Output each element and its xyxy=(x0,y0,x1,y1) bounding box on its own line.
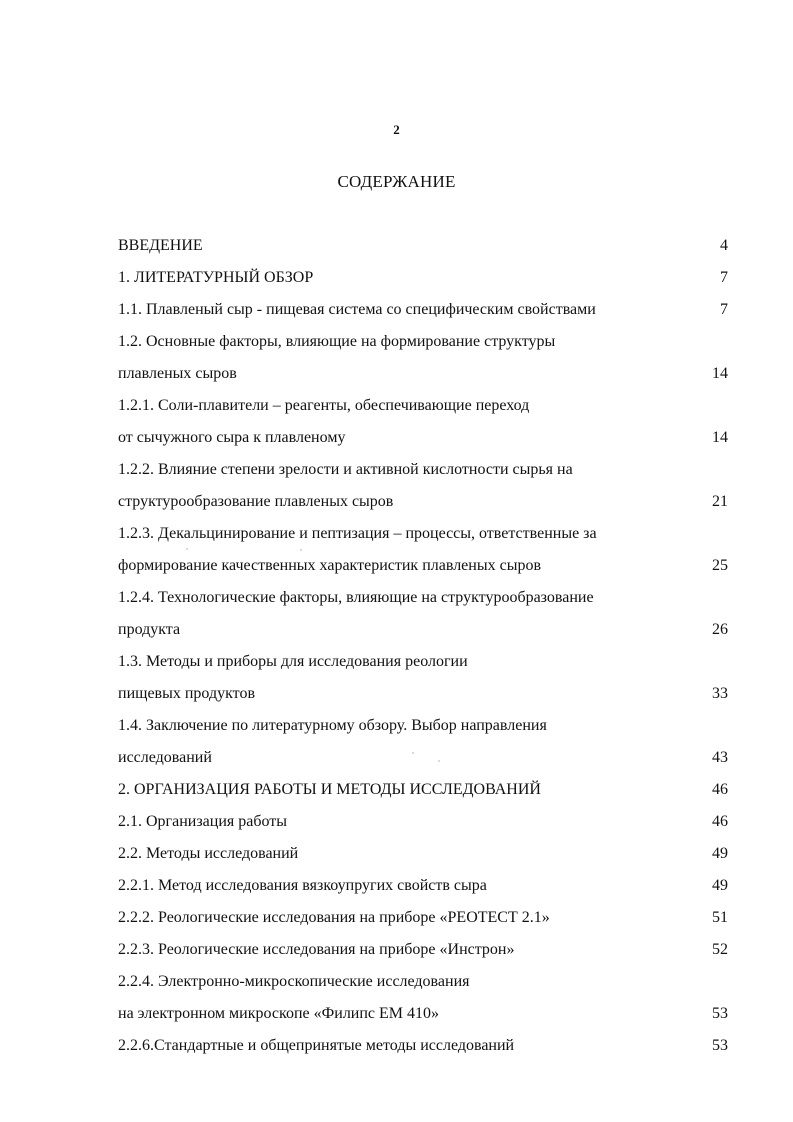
toc-entry-page: 53 xyxy=(712,1005,728,1022)
toc-entry-text: 1.2. Основные факторы, влияющие на формирование структуры xyxy=(118,333,556,350)
toc-entry xyxy=(118,550,728,582)
toc-entry-text: 2.2.6.Стандартные и общепринятые методы исследований xyxy=(118,1037,515,1054)
toc-entry-page: 53 xyxy=(712,1037,728,1054)
toc-entry xyxy=(118,230,728,262)
toc-entry xyxy=(118,806,728,838)
toc-entry xyxy=(118,614,728,646)
toc-entry-text: 1.2.2. Влияние степени зрелости и активной кислотности сырья на xyxy=(118,461,573,478)
toc-entry xyxy=(118,582,728,614)
toc-entry-page: 49 xyxy=(712,845,728,862)
toc-entry xyxy=(118,934,728,966)
toc-entry-text: 2.2. Методы исследований xyxy=(118,845,299,862)
toc-entry-text: 2.1. Организация работы xyxy=(118,813,288,830)
toc-entry-page: 46 xyxy=(712,781,728,798)
toc-entry-text: 2.2.3. Реологические исследования на приборе «Инстрон» xyxy=(118,941,515,958)
toc-entry xyxy=(118,262,728,294)
toc-entry xyxy=(118,518,728,550)
toc-entry xyxy=(118,870,728,902)
scan-speck xyxy=(438,760,440,762)
toc-entry-page: 33 xyxy=(712,685,728,702)
toc-entry-text: 1. ЛИТЕРАТУРНЫЙ ОБЗОР xyxy=(118,269,314,286)
toc-entry-text: 2.2.4. Электронно-микроскопические исследования xyxy=(118,973,470,990)
toc-entry-text: формирование качественных характеристик плавленых сыров xyxy=(118,557,541,574)
toc-entry-page: 21 xyxy=(712,493,728,510)
toc-entry-text: продукта xyxy=(118,621,181,638)
toc-entry-text: структурообразование плавленых сыров xyxy=(118,493,394,510)
toc-entry-page: 46 xyxy=(712,813,728,830)
toc-entry-page: 7 xyxy=(720,269,728,286)
toc-entry-text: 1.1. Плавленый сыр - пищевая система со специфическим свойствами xyxy=(118,301,596,318)
toc-title: СОДЕРЖАНИЕ xyxy=(337,172,456,191)
toc-entry-page: 43 xyxy=(712,749,728,766)
toc-entry xyxy=(118,486,728,518)
toc-entry xyxy=(118,966,728,998)
toc-entry xyxy=(118,422,728,454)
toc-entry-text: 2. ОРГАНИЗАЦИЯ РАБОТЫ И МЕТОДЫ ИССЛЕДОВАНИЙ xyxy=(118,781,541,798)
toc-entry xyxy=(118,646,728,678)
toc-entry-text: 1.2.3. Декальцинирование и пептизация – процессы, ответственные за xyxy=(118,525,597,542)
toc-entry xyxy=(118,998,728,1030)
toc-entry-page: 52 xyxy=(712,941,728,958)
toc-entry-text: 1.4. Заключение по литературному обзору. Выбор направления xyxy=(118,717,547,734)
scan-speck xyxy=(300,549,302,551)
toc-entry xyxy=(118,902,728,934)
toc-entry-page: 14 xyxy=(712,429,728,446)
toc-entry xyxy=(118,454,728,486)
toc-entry-text: 2.2.2. Реологические исследования на приборе «РЕОТЕСТ 2.1» xyxy=(118,909,550,926)
table-of-contents xyxy=(118,230,728,1062)
toc-entry xyxy=(118,838,728,870)
toc-entry xyxy=(118,390,728,422)
page-number: 2 xyxy=(393,122,400,137)
toc-entry-page: 4 xyxy=(720,237,728,254)
toc-entry-text: пищевых продуктов xyxy=(118,685,255,702)
toc-entry xyxy=(118,358,728,390)
toc-entry xyxy=(118,294,728,326)
toc-entry-text: исследований xyxy=(118,749,212,766)
toc-entry-page: 14 xyxy=(712,365,728,382)
toc-entry-text: 1.2.4. Технологические факторы, влияющие на структурообразование xyxy=(118,589,594,606)
scan-speck xyxy=(412,752,414,754)
toc-entry xyxy=(118,1030,728,1062)
toc-entry-text: ВВЕДЕНИЕ xyxy=(118,237,203,254)
toc-entry-page: 51 xyxy=(712,909,728,926)
toc-entry xyxy=(118,678,728,710)
toc-entry-text: 1.2.1. Соли-плавители – реагенты, обеспечивающие переход xyxy=(118,397,530,414)
toc-entry-text: 1.3. Методы и приборы для исследования реологии xyxy=(118,653,468,670)
toc-entry-text: на электронном микроскопе «Филипс ЕМ 410» xyxy=(118,1005,440,1022)
toc-entry xyxy=(118,742,728,774)
toc-entry-page: 26 xyxy=(712,621,728,638)
toc-entry-text: плавленых сыров xyxy=(118,365,237,382)
toc-entry xyxy=(118,326,728,358)
toc-entry-text: от сычужного сыра к плавленому xyxy=(118,429,346,446)
toc-entry-page: 25 xyxy=(712,557,728,574)
toc-entry xyxy=(118,774,728,806)
scan-speck xyxy=(186,548,188,550)
toc-entry-page: 49 xyxy=(712,877,728,894)
toc-entry xyxy=(118,710,728,742)
toc-entry-text: 2.2.1. Метод исследования вязкоупругих свойств сыра xyxy=(118,877,487,894)
toc-entry-page: 7 xyxy=(720,301,728,318)
